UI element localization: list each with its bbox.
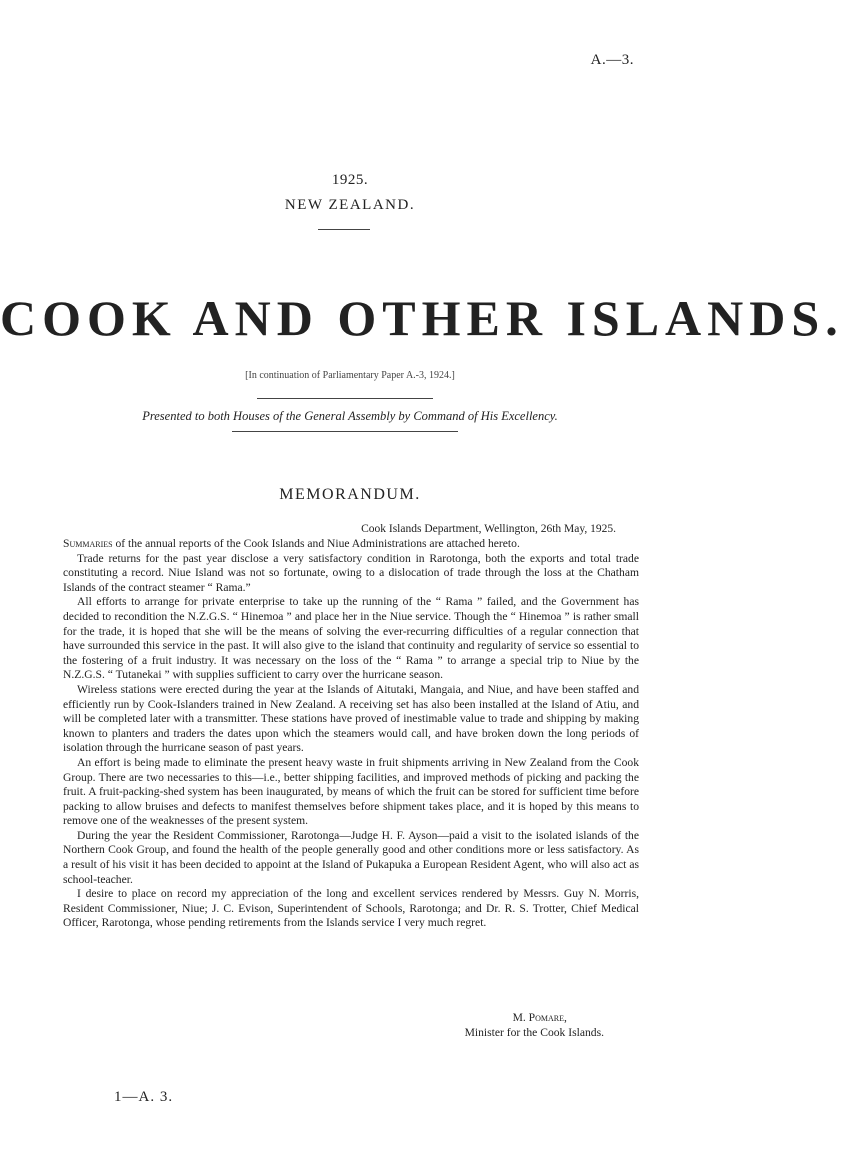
divider-middle [257,398,433,399]
continuation-note: [In continuation of Parliamentary Paper A.-3, 1924.] [245,370,455,381]
memorandum-body [63,537,639,931]
memorandum-dateline: Cook Islands Department, Wellington, 26th May, 1925. [361,523,616,535]
page-footer-number: 1—A. 3. [114,1089,174,1105]
divider-under-presented [232,431,458,432]
paragraph-5: An effort is being made to eliminate the present heavy waste in fruit shipments arriving in New Zealand from the Cook Group. There are two necessaries to this—i.e., better shipping facilities, and improved methods of picking and packing the fruit. A fruit-packing-shed system has been inaugurated, by means of which the fruit can be stored for sufficient time before packing to allow bruises and defects to manifest themselves before shipment takes place, and it is hoped by this means to remove one of the weaknesses of the present system. [63,755,639,828]
paragraph-2: Trade returns for the past year disclose a very satisfactory condition in Rarotonga, both the exports and total trade constituting a record. Niue Island was not so fortunate, owing to a dislocation of trade through the loss at the Chatham Islands of the contract steamer “ Rama.” [63,551,639,594]
country-heading: NEW ZEALAND. [284,197,416,213]
paragraph-1-text: of the annual reports of the Cook Islands and Niue Administrations are attached hereto. [112,537,520,550]
signature-block [465,1011,604,1040]
memorandum-heading: MEMORANDUM. [279,486,421,503]
paragraph-3: All efforts to arrange for private enterprise to take up the running of the “ Rama ” failed, and the Government has decided to recondition the N.Z.G.S. “ Hinemoa ” and place her in the Niue service. Though the “ Hinemoa ” is rather small for the trade, it is hoped that she will be the means of solving the ever-recurring difficulties of a regular connection that have surrounded this service in the past. It will also give to the island that continuity and regularity of service so essential to the fostering of a fruit industry. It was necessary on the loss of the “ Rama ” to arrange a special trip to Niue by the N.Z.G.S. “ Tutanekai ” with supplies sufficient to carry over the hurricane season. [63,595,639,682]
presented-statement: Presented to both Houses of the General Assembly by Command of His Excellency. [142,409,558,423]
paragraph-6: During the year the Resident Commissioner, Rarotonga—Judge H. F. Ayson—paid a visit to the isolated islands of the Northern Cook Group, and found the health of the people generally good and other conditions more or less satisfactory. As a result of his visit it has been decided to appoint at the Island of Pukapuka a European Resident Agent, who will also act as school-teacher. [63,828,639,886]
signature-title: Minister for the Cook Islands. [464,1025,604,1039]
signature-name: M. Pomare, [512,1011,567,1024]
page-title: COOK AND OTHER ISLANDS. [0,290,844,346]
paper-reference: A.—3. [590,52,634,68]
divider-short [318,229,370,230]
paragraph-4: Wireless stations were erected during the year at the Islands of Aitutaki, Mangaia, and Niue, and have been staffed and efficiently run by Cook-Islanders trained in New Zealand. A receiving set has also been installed at the Island of Atiu, and will be completed later with a transmitter. These stations have proved of inestimable value to trade and shipping by making known to planters and traders the dates upon which the steamers would call, and have broken down the long periods of isolation through the hurricane season of past years. [63,682,639,755]
paragraph-1 [63,537,639,552]
year-heading: 1925. [331,172,369,188]
lead-word: Summaries [63,537,113,550]
paragraph-7: I desire to place on record my appreciation of the long and excellent services rendered by Messrs. Guy N. Morris, Resident Commissioner, Niue; J. C. Evison, Superintendent of Schools, Rarotonga; and Dr. R. S. Trotter, Chief Medical Officer, Rarotonga, whose pending retirements from the Islands service I very much regret. [63,887,639,930]
